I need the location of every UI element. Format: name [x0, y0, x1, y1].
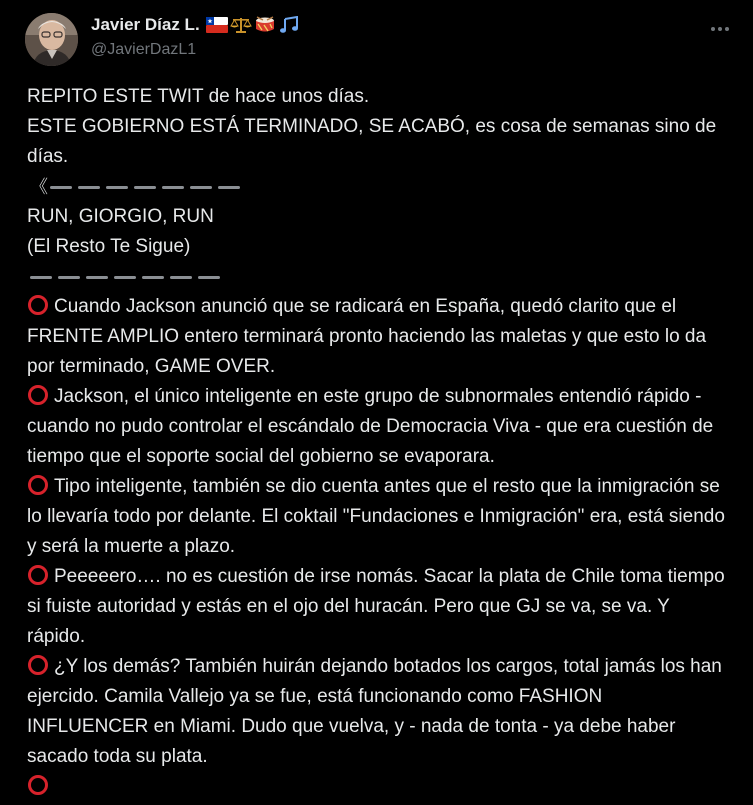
bullet-paragraph [27, 652, 727, 772]
dash-line [50, 186, 72, 189]
dash-line [190, 186, 212, 189]
bullet-paragraph-partial [27, 772, 727, 802]
author-handle[interactable]: @JavierDazL1 [91, 41, 197, 58]
dash-line [170, 276, 192, 279]
separator-with-chevron [27, 172, 727, 202]
drum-icon [254, 16, 276, 34]
bullet-paragraph [27, 292, 727, 382]
more-icon [710, 19, 730, 37]
avatar[interactable] [25, 13, 78, 66]
dash-line [142, 276, 164, 279]
tweet-text [27, 82, 727, 802]
dash-line [58, 276, 80, 279]
paragraph-text: Tipo inteligente, también se dio cuenta antes que el resto que la inmigración se lo llevaría todo por delante. El coktail "Fundaciones e Inmigración" era, está siendo y será la muerte a plazo. [27, 476, 725, 557]
chevron-text: 《 [30, 177, 48, 197]
paragraph-text: Peeeeero…. no es cuestión de irse nomás. Sacar la plata de Chile toma tiempo si fuiste autoridad y estás en el ojo del huracán. Pero que GJ se va, se va. Y rápido. [27, 566, 725, 647]
author-names [91, 14, 300, 59]
dash-line [106, 186, 128, 189]
bullet-paragraph [27, 562, 727, 652]
more-options-button[interactable] [707, 18, 733, 38]
subtitle-line: (El Resto Te Sigue) [27, 236, 191, 257]
paragraph-text: Cuando Jackson anunció que se radicará en España, quedó clarito que el FRENTE AMPLIO entero terminará pronto haciendo las maletas y que esto lo da por terminado, GAME OVER. [27, 296, 707, 377]
red-circle-icon [28, 295, 48, 315]
dash-line [30, 276, 52, 279]
red-circle-icon [28, 775, 48, 795]
display-name[interactable]: Javier Díaz L. [91, 15, 200, 34]
music-notes-icon [278, 16, 300, 34]
red-circle-icon [28, 475, 48, 495]
dash-line [162, 186, 184, 189]
red-circle-icon [28, 565, 48, 585]
separator [27, 262, 727, 292]
dash-line [218, 186, 240, 189]
paragraph-text: ¿Y los demás? También huirán dejando botados los cargos, total jamás los han ejercido. Camila Vallejo ya se fue, está funcionando como FASHION INFLUENCER en Miami. Dudo que vuelva, y - nada de tonta - ya debe haber sacado toda su plata. [27, 656, 722, 767]
scales-icon [230, 16, 252, 34]
dash-line [86, 276, 108, 279]
dash-line [134, 186, 156, 189]
dash-line [78, 186, 100, 189]
bullet-paragraph [27, 472, 727, 562]
subtitle-line: RUN, GIORGIO, RUN [27, 206, 214, 227]
red-circle-icon [28, 385, 48, 405]
dash-line [198, 276, 220, 279]
dash-line [114, 276, 136, 279]
red-circle-icon [28, 655, 48, 675]
display-name-row [91, 14, 300, 36]
intro-line: ESTE GOBIERNO ESTÁ TERMINADO, SE ACABÓ, es cosa de semanas sino de días. [27, 116, 717, 167]
chile-flag-icon [206, 17, 228, 33]
intro-line: REPITO ESTE TWIT de hace unos días. [27, 86, 370, 107]
bullet-paragraph [27, 382, 727, 472]
name-emojis [206, 16, 300, 34]
tweet-header [25, 10, 737, 70]
paragraph-text: Jackson, el único inteligente en este grupo de subnormales entendió rápido - cuando no pudo controlar el escándalo de Democracia Viva - que era cuestión de tiempo que el soporte social del gobierno se evaporara. [27, 386, 714, 467]
